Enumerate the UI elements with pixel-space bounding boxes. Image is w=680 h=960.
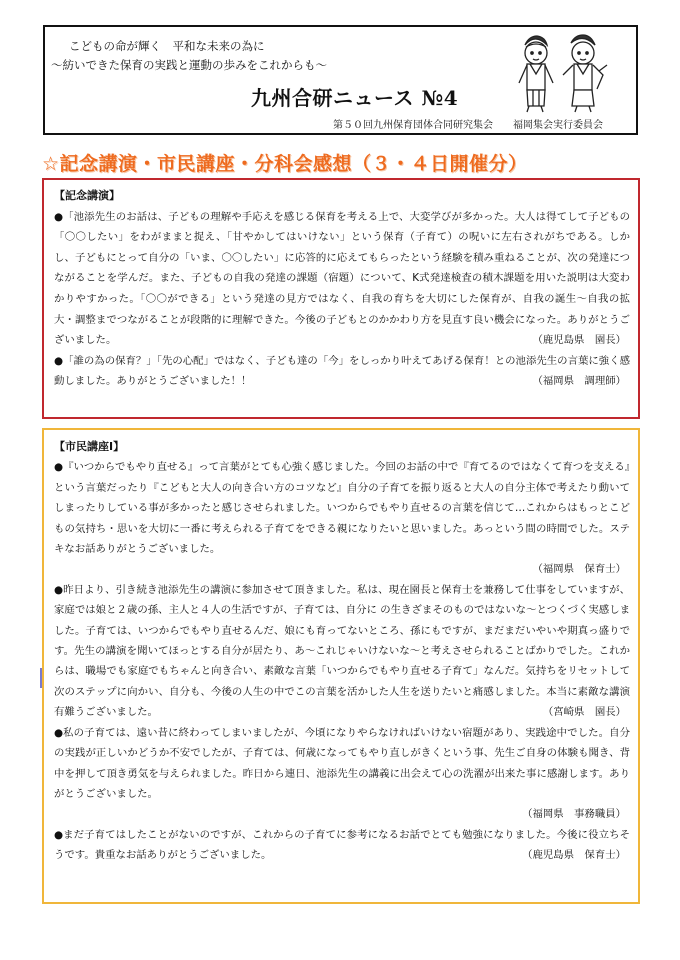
comment-signature: （鹿児島県 園長） (532, 334, 626, 347)
comment-text: ●「池添先生のお話は、子どもの理解や手応えを感じる保育を考える上で、大変学びが多かった。大人は得てして子どもの「〇〇したい」をわがままと捉え、「甘やかしてはいけない」という保育（子育て）の呪いに左右されがちである。しかし、子どもにとって自分の「いま、〇〇したい」に応答的に応えてもらったという経験を積み重ねることが、次の発達につながることを学んだ。また、子どもの自我の発達の課題（宿題）について、K式発達検査の積木課題を用いた説明は大変わかりやすかった。「〇〇ができる」という発達の見方ではなく、自我の育ちを大切にした保育が、自我の誕生～自我の拡大・調整までつながることが段階的に理解できた。今後の子どもとのかかわり方を見直す良い機会になった。ありがとうございました。 （鹿児島県 園長） (54, 207, 630, 351)
comment-text: ●私の子育ては、遠い昔に終わってしまいましたが、今頃になりやらなければいけない宿題があり、実践途中でした。自分の実践が正しいかどうか不安でしたが、子育ては、何歳になってもやり直しがきくという事、先生ご自身の体験も聞き、背中を押して頂き勇気を与えられました。昨日から連日、池添先生の講義に出会えて心の洗濯が出来た事に感謝します。ありがとうございました。 (54, 726, 630, 800)
tagline-2: ～紡いできた保育の実践と運動の歩みをこれからも～ (51, 58, 327, 72)
kinen-koen-title: 【記念講演】 (54, 189, 120, 202)
comment-text: ●まだ子育てはしたことがないのですが、これからの子育てに参考になるお話でとても勉強になりました。今後に役立ちそうです。貴重なお話ありがとうございました。 （鹿児島県 保育士） (54, 825, 630, 866)
comment-text: ●「誰の為の保育？」「先の心配」ではなく、子ども達の「今」をしっかり叶えてあげる保育！との池添先生の言葉に強く感動しました。ありがとうございました！！ （福岡県 調理師） (54, 351, 630, 392)
comment-signature: （福岡県 調理師） (532, 375, 626, 388)
mascot-illustration-icon (503, 31, 613, 115)
comment-text: ●『いつからでもやり直せる』って言葉がとても心強く感じました。今回のお話の中で『育てるのではなくて育つを支える』という言葉だったり『こどもと大人の向き合い方のコツなど』自分の子育てを振り返ると大人の自分主体で考えたり動いてしまったりしている事が多かったと感じさせられました。いつからでもやり直せるの言葉を信じて…これからはもっとこどもの気持ち・思いを大切に一番に考えられる子育てをできる親になりたいと思いました。あっという間の時間でした。ステキなお話ありがとうございました。 (54, 461, 630, 556)
comment-text: ●昨日より、引き続き池添先生の講演に参加させて頂きました。私は、現在園長と保育士を兼務して仕事をしていますが、家庭では娘と２歳の孫、主人と４人の生活ですが、子育ては、自分に の生きざまそのものではないな～とつくづく実感しました。子育ては、いつからでもやり直せるんだ、娘にも育ってないところ、孫にもですが、まだまだいやいや期真っ盛りです。先生の講演を聞いてほっとする自分が居たり、あ～これじゃいけないな～と考えさせられることばかりでした。これからは、職場でも家庭でもちゃんと向き合い、素敵な言葉「いつからでもやり直せる子育て」なんだ。気持ちをリセットして次のステップに向かい、自分も、今後の人生の中でこの言葉を活かした人生を送りたいと痛感しました。本当に素敵な講演有難うございました。 （宮崎県 園長） (54, 580, 630, 723)
shimin-koza-box (42, 428, 640, 904)
kinen-koen-box (42, 178, 640, 419)
tagline-1: こどもの命が輝く 平和な未来の為に (69, 39, 265, 53)
shimin-koza-title: 【市民講座Ⅰ】 (54, 440, 125, 453)
comment-signature: （宮崎県 園長） (542, 706, 626, 719)
section-title: ☆記念講演・市民講座・分科会感想（３・４日開催分） (42, 153, 528, 175)
comment-signature: （福岡県 保育士） (532, 563, 626, 576)
newsletter-subtitle: 第５０回九州保育団体合同研究集会 福岡集会実行委員会 (333, 120, 603, 131)
comment-signature: （福岡県 事務職員） (522, 808, 626, 821)
comment-signature: （鹿児島県 保育士） (522, 849, 626, 862)
newsletter-header (43, 25, 638, 135)
newsletter-title: 九州合研ニュース №4 (251, 86, 459, 110)
